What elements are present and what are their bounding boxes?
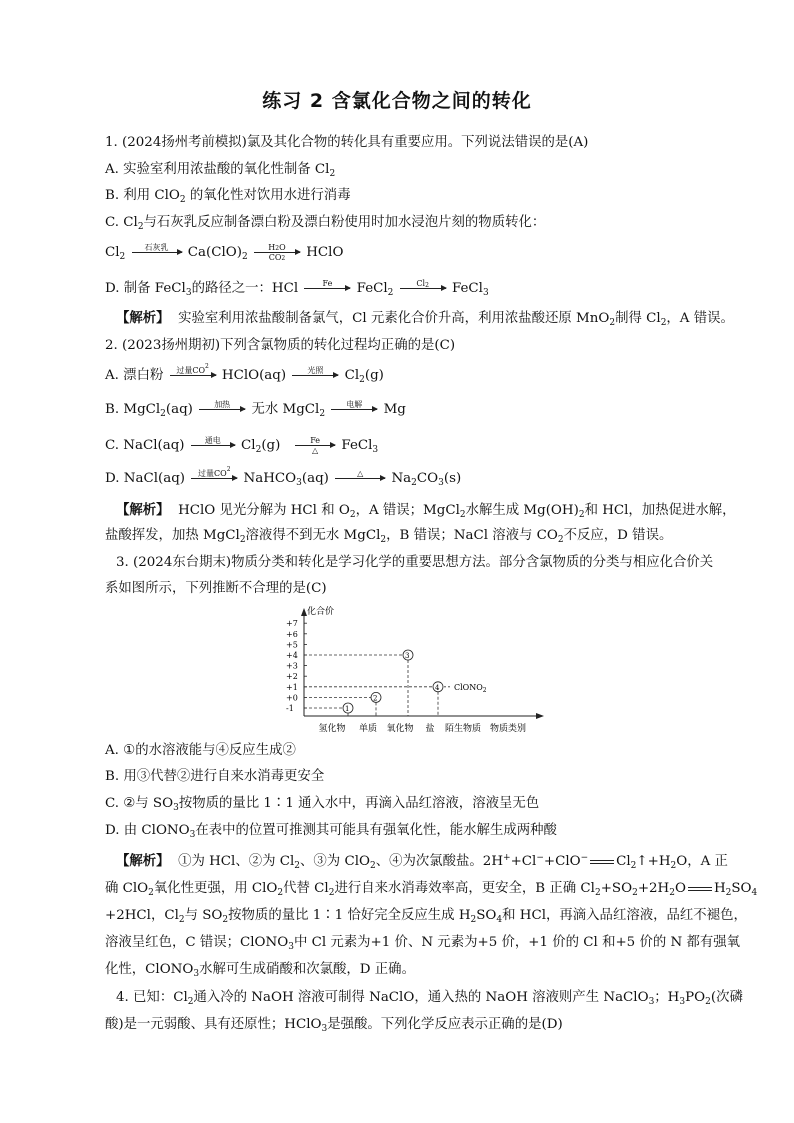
data-point-label: 3 [405,652,410,660]
q3-option-a: A. ①的水溶液能与④反应生成② [105,743,296,758]
q1-option-a: A. 实验室利用浓盐酸的氧化性制备 $Cl_2$ [105,162,336,179]
y-tick-label: +4 [286,651,298,660]
y-tick-label: -1 [286,704,294,713]
q3-option-c: C. ②与 $SO_3$按物质的量比 1∶1 通入水中，再滴入品红溶液，溶液呈无色 [105,796,540,813]
y-axis-label: 化合价 [307,607,335,617]
q1-option-c: C. $Cl_2$与石灰乳反应制备漂白粉及漂白粉使用时加水浸泡片刻的物质转化： [105,215,546,232]
q3-analysis-4: 溶液呈红色，C 错误；ClONO$_3$中 Cl 元素为+1 价、N 元素为+5 价，+1 价的 Cl 和+5 价的 N 都有强氧 [105,935,741,952]
q3-analysis-3: +2HCl，$Cl_2$与 $SO_2$按物质的量比 1∶1 恰好完全反应生成 $H_2SO_4$和 HCl，再滴入品红溶液，品红不褪色， [105,908,747,925]
x-tick-label: 氧化物 [386,724,414,734]
q3-analysis-1: 【解析】 ①为 HCl、②为 $Cl_2$、③为 ClO$_2$、④为次氯酸盐。2H++Cl−+ClO− $Cl_2↑+H_2O$，A 正 [116,853,728,871]
q3-option-d: D. 由 ClONO$_3$在表中的位置可推测其可能具有强氧化性，能水解生成两种酸 [105,823,557,840]
q1-stem: 1. (2024扬州考前模拟)氯及其化合物的转化具有重要应用。下列说法错误的是(A) [105,135,589,150]
q3-stem-1: 3. (2024东台期末)物质分类和转化是学习化学的重要思想方法。部分含氯物质的分类与相应化合价关 [116,555,714,570]
q3-option-b: B. 用③代替②进行自来水消毒更安全 [105,769,325,784]
q1-chain-c: $Cl_2$ 石灰乳 $Ca(ClO)_2$ $\frac{H2O}{CO2}$ HClO [105,243,344,262]
page-title: 练习 2 含氯化合物之间的转化 [262,90,532,112]
q4-stem-1: 4. 已知：$Cl_2$通入冷的 NaOH 溶液可制得 NaClO，通入热的 NaOH 溶液则产生 NaClO$_3$；$H_3PO_2$(次磷 [116,990,743,1007]
q3-stem-2: 系如图所示，下列推断不合理的是(C) [105,581,327,596]
q2-analysis-2: 盐酸挥发，加热 MgCl$_2$溶液得不到无水 MgCl$_2$，B 错误；NaCl 溶液与 $CO_2$不反应，D 错误。 [105,528,673,545]
q2-option-d: D. NaCl(aq) 过量$CO^2$ NaHCO$_3$(aq) △ $Na_2CO_3(s)$ [105,466,462,488]
annotation-sub: 2 [482,686,487,694]
q4-stem-2: 酸)是一元弱酸、具有还原性；HClO$_3$是强酸。下列化学反应表示正确的是(D) [105,1017,563,1034]
x-axis-label: 物质类别 [490,724,527,734]
data-point-label: 1 [345,705,350,713]
q1-option-b: B. 利用 ClO$_2$ 的氧化性对饮用水进行消毒 [105,188,351,205]
q2-option-a: A. 漂白粉 过量$CO^2$ HClO(aq) 光照 $Cl_2(g)$ [105,363,384,385]
x-axis-arrow [536,713,544,719]
data-point-label: 4 [435,683,440,692]
x-tick-label: 单质 [359,724,378,734]
q3-analysis-2: 确 ClO$_2$氧化性更强，用 ClO$_2$代替 $Cl_2$进行自来水消毒效率高，更安全，B 正确 $Cl_2+SO_2+2H_2O$ $H_2SO_4$ [105,881,758,898]
q3-analysis-5: 化性，ClONO$_3$水解可生成硝酸和次氯酸，D 正确。 [105,962,415,979]
y-tick-label: +3 [286,661,298,671]
y-tick-label: +1 [286,682,298,692]
y-tick-label: +0 [286,693,298,703]
annotation-text: ClONO$_2$ [454,682,487,694]
q1-analysis: 【解析】 实验室利用浓盐酸制备氯气，Cl 元素化合价升高，利用浓盐酸还原 MnO$_2$制得 $Cl_2$，A 错误。 [116,310,734,328]
x-tick-label: 氢化物 [318,724,346,734]
q1-option-d: D. 制备 FeCl$_3$的路径之一：HCl Fe FeCl$_2$ $Cl_2$ FeCl$_3$ [105,279,489,298]
y-tick-label: +2 [286,672,298,682]
valence-chart [270,604,550,736]
data-point-label: 2 [373,694,378,703]
y-tick-label: +7 [286,619,298,629]
x-tick-label: 盐 [425,724,435,734]
q2-option-c: C. NaCl(aq) 通电 $Cl_2(g)$ Fe △ FeCl$_3$ [105,436,379,455]
y-tick-label: +6 [286,629,298,639]
y-tick-label: +5 [286,640,298,650]
x-tick-label: 陌生物质 [445,724,482,734]
q2-option-b: B. MgCl$_2$(aq) 加热 无水 MgCl$_2$ 电解 Mg [105,400,406,419]
q2-stem: 2. (2023扬州期初)下列含氯物质的转化过程均正确的是(C) [105,338,456,353]
q2-analysis-1: 【解析】 HClO 见光分解为 HCl 和 $O_2$，A 错误；MgCl$_2$水解生成 $Mg(OH)_2$和 HCl，加热促进水解， [116,502,736,520]
